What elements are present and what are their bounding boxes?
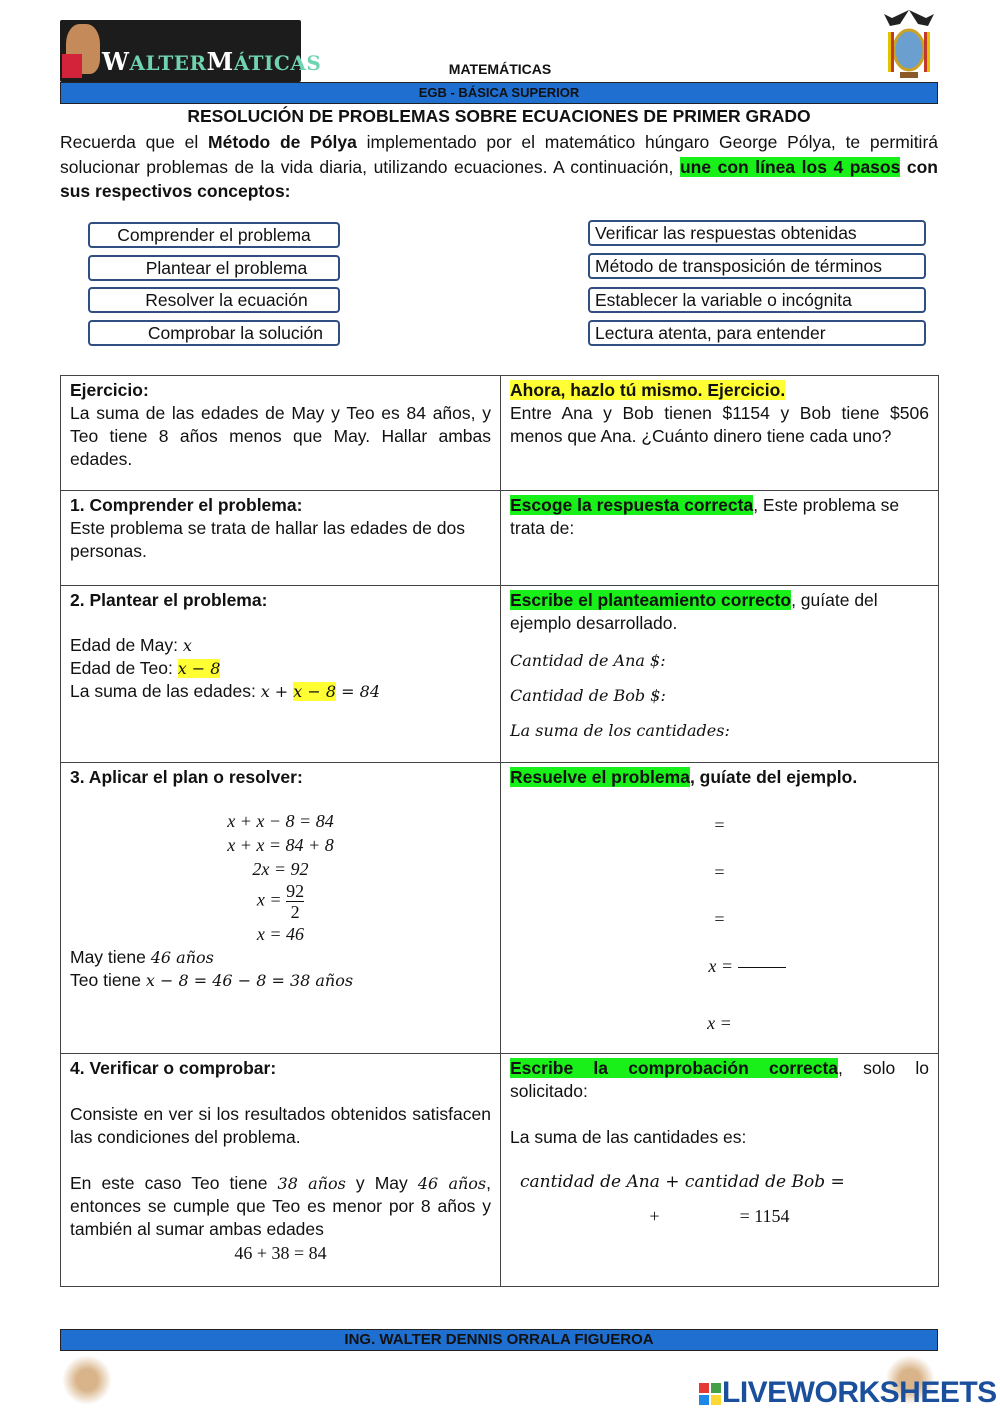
subject-label: MATEMÁTICAS (448, 61, 552, 77)
exercise-statement-cell: Ahora, hazlo tú mismo. Ejercicio. Entre Ana y Bob tienen $1154 y Bob tiene $506 menos que Ana. ¿Cuánto dinero tiene cada uno? (500, 375, 939, 491)
step2-example-cell: 2. Plantear el problema: Edad de May: x Edad de Teo: x − 8 La suma de las edades: x + x − 8 = 84 (60, 585, 501, 763)
match-right-1[interactable]: Verificar las respuestas obtenidas (588, 220, 926, 246)
example-statement-cell: Ejercicio: La suma de las edades de May y Teo es 84 años, y Teo tiene 8 años menos que May. Hallar ambas edades. (60, 375, 501, 491)
sum-field[interactable]: La suma de los cantidades: (510, 721, 730, 740)
author-band: ING. WALTER DENNIS ORRALA FIGUEROA (60, 1329, 938, 1351)
bob-amount-field[interactable]: Cantidad de Bob $: (510, 686, 666, 705)
teacher-cartoon-left (62, 1355, 112, 1405)
match-right-4[interactable]: Lectura atenta, para entender (588, 320, 926, 346)
liveworksheets-logo[interactable]: LIVEWORKSHEETS (698, 1376, 997, 1410)
match-left-1[interactable]: Comprender el problema (88, 222, 340, 248)
fraction-bar (738, 967, 786, 968)
match-left-4[interactable]: Comprobar la solución (88, 320, 340, 346)
match-right-3[interactable]: Establecer la variable o incógnita (588, 287, 926, 313)
ana-amount-field[interactable]: Cantidad de Ana $: (510, 651, 666, 670)
match-left-2[interactable]: Plantear el problema (88, 255, 340, 281)
page-title: RESOLUCIÓN DE PROBLEMAS SOBRE ECUACIONES DE PRIMER GRADO (187, 106, 811, 126)
step4-answer-cell[interactable]: Escribe la comprobación correcta, solo lo solicitado: La suma de las cantidades es: cantidad de Ana + cantidad de Bob = + = 1154 (500, 1053, 939, 1287)
waltermaticas-logo: WALTERMÁTICAS (60, 20, 301, 82)
match-right-2[interactable]: Método de transposición de términos (588, 253, 926, 279)
step2-answer-cell[interactable]: Escribe el planteamiento correcto, guíate del ejemplo desarrollado. Cantidad de Ana $: Cantidad de Bob $: La suma de los cantidades: (500, 585, 939, 763)
step3-answer-cell[interactable]: Resuelve el problema, guíate del ejemplo. = = = x = x = (500, 762, 939, 1054)
step4-example-cell: 4. Verificar o comprobar: Consiste en ver si los resultados obtenidos satisfacen las condiciones del problema. En este caso Teo tiene 38 años y May 46 años, entonces se cumple que Teo es menor por 8 años y también al sumar ambas edades 46 + 38 = 84 (60, 1053, 501, 1287)
level-band: EGB - BÁSICA SUPERIOR (60, 82, 938, 104)
step1-example-cell: 1. Comprender el problema: Este problema se trata de hallar las edades de dos personas. (60, 490, 501, 586)
step3-example-cell: 3. Aplicar el plan o resolver: x + x − 8 = 84 x + x = 84 + 8 2x = 92 x = $\frac{92}{2}$ x = 46 May tiene 46 años Teo tiene x − 8 = 46 − 8 = 38 años (60, 762, 501, 1054)
intro-paragraph: Recuerda que el Método de Pólya implementado por el matemático húngaro George Pólya, te permitirá solucionar problemas de la vida diaria, utilizando ecuaciones. A continuación, une con línea los 4 pasos con sus respectivos conceptos: (60, 132, 939, 201)
step1-answer-cell[interactable]: Escoge la respuesta correcta, Este problema se trata de: (500, 490, 939, 586)
match-left-3[interactable]: Resolver la ecuación (88, 287, 340, 313)
